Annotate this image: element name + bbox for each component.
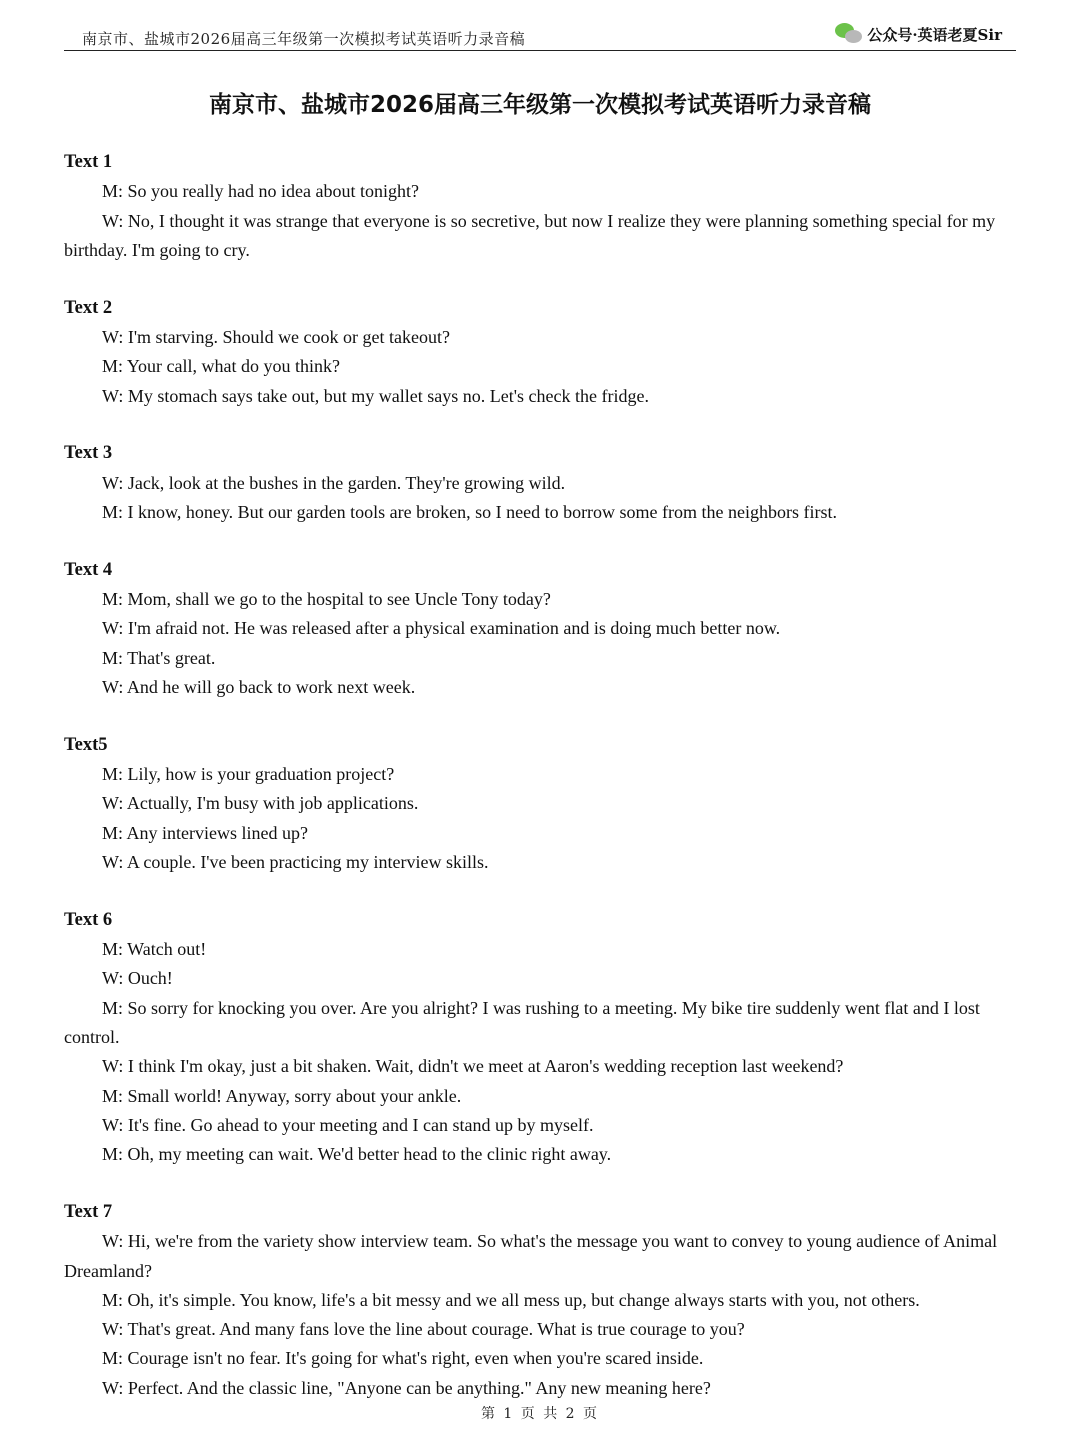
dialogue-line: M: Lily, how is your graduation project? (102, 764, 395, 785)
section-heading: Text5 (64, 734, 108, 755)
dialogue-line: W: Ouch! (102, 968, 173, 989)
dialogue-line: W: Hi, we're from the variety show interview team. So what's the message you want to convey to young audience of Animal Dreamland? (64, 1231, 998, 1281)
transcript-section (64, 439, 1014, 527)
transcript-section (64, 294, 1014, 411)
section-heading: Text 4 (64, 559, 113, 580)
dialogue-line: W: I think I'm okay, just a bit shaken. Wait, didn't we meet at Aaron's wedding reception last weekend? (102, 1056, 844, 1077)
section-heading: Text 2 (64, 297, 113, 318)
dialogue-line: W: Perfect. And the classic line, "Anyone can be anything." Any new meaning here? (102, 1377, 711, 1398)
header-account (835, 23, 1002, 45)
transcript-section (64, 556, 1014, 702)
page-header (64, 20, 1016, 51)
transcript-section (64, 906, 1014, 1170)
dialogue-line: M: So you really had no idea about tonight? (102, 181, 419, 202)
dialogue-line: M: I know, honey. But our garden tools are broken, so I need to borrow some from the neighbors first. (102, 501, 838, 522)
dialogue-line: M: Mom, shall we go to the hospital to see Uncle Tony today? (102, 589, 551, 610)
dialogue-line: W: A couple. I've been practicing my interview skills. (102, 851, 489, 872)
dialogue-line: W: It's fine. Go ahead to your meeting and I can stand up by myself. (102, 1114, 594, 1135)
dialogue-line: M: Oh, my meeting can wait. We'd better head to the clinic right away. (102, 1144, 612, 1165)
transcript-body (64, 148, 1014, 1403)
dialogue-line: M: Watch out! (102, 939, 207, 960)
transcript-section (64, 1198, 1014, 1403)
wechat-icon (835, 23, 863, 45)
page-number: 第 1 页 共 2 页 (480, 1406, 600, 1422)
dialogue-line: W: I'm starving. Should we cook or get takeout? (102, 326, 450, 347)
transcript-section (64, 148, 1014, 265)
dialogue-line: W: I'm afraid not. He was released after a physical examination and is doing much better now. (102, 618, 781, 639)
dialogue-line: M: Any interviews lined up? (102, 822, 308, 843)
section-heading: Text 6 (64, 909, 113, 930)
dialogue-line: W: My stomach says take out, but my wallet says no. Let's check the fridge. (102, 385, 649, 406)
section-heading: Text 3 (64, 443, 113, 464)
dialogue-line: M: So sorry for knocking you over. Are you alright? I was rushing to a meeting. My bike tire suddenly went flat and I lost control. (64, 997, 980, 1047)
dialogue-line: M: Small world! Anyway, sorry about your ankle. (102, 1085, 462, 1106)
section-heading: Text 7 (64, 1201, 113, 1222)
header-document-title: 南京市、盐城市2026届高三年级第一次模拟考试英语听力录音稿 (82, 30, 526, 48)
dialogue-line: W: And he will go back to work next week. (102, 676, 416, 697)
dialogue-line: W: No, I thought it was strange that everyone is so secretive, but now I realize they were planning something special for my birthday. I'm going to cry. (64, 210, 996, 260)
dialogue-line: W: Jack, look at the bushes in the garden. They're growing wild. (102, 472, 566, 493)
dialogue-line: W: That's great. And many fans love the line about courage. What is true courage to you? (102, 1319, 745, 1340)
page-title: 南京市、盐城市2026届高三年级第一次模拟考试英语听力录音稿 (208, 92, 871, 118)
section-heading: Text 1 (64, 152, 113, 172)
header-account-name: 公众号·英语老夏Sir (867, 25, 1002, 44)
dialogue-line: M: Oh, it's simple. You know, life's a bit messy and we all mess up, but change always starts with you, not others. (102, 1289, 920, 1310)
dialogue-line: M: Courage isn't no fear. It's going for what's right, even when you're scared inside. (102, 1348, 704, 1369)
dialogue-line: M: Your call, what do you think? (102, 356, 340, 377)
transcript-section (64, 731, 1014, 877)
dialogue-line: W: Actually, I'm busy with job applications. (102, 793, 419, 814)
dialogue-line: M: That's great. (102, 647, 216, 668)
